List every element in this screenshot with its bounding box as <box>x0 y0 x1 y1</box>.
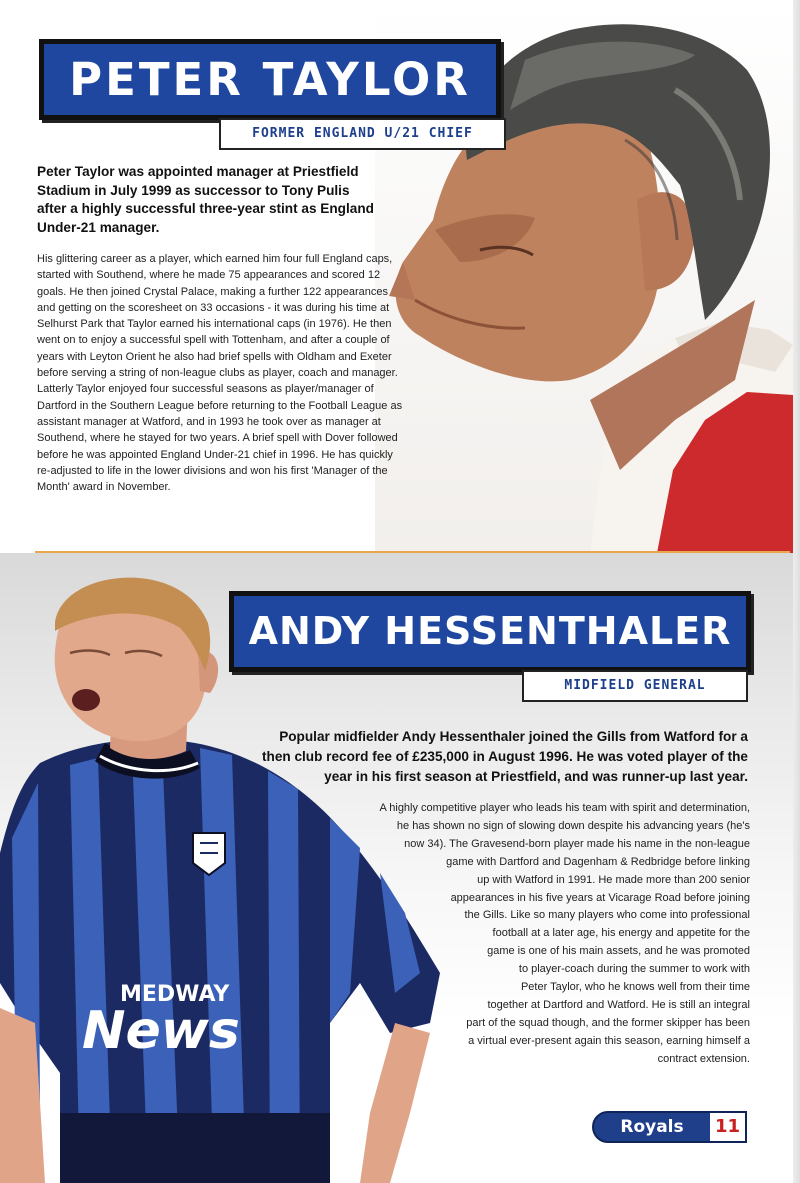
andy-hessenthaler-role-label <box>522 670 748 702</box>
andy-hessenthaler-intro: Popular midfielder Andy Hessenthaler joined the Gills from Watford for a then club record fee of £235,000 in August 1996. He was voted player of the year in his first season at Priestfield, and was runner-up last year. <box>261 729 748 784</box>
bio-line: game with Dartford and Dagenham & Redbridge before linking <box>446 855 750 868</box>
bio-line: up with Watford in 1991. He made more than 200 senior <box>477 873 750 886</box>
bio-line: appearances in his five years at Vicarage Road before joining <box>450 891 750 904</box>
bio-line: football at a later age, his energy and appetite for the <box>492 927 750 940</box>
andy-hessenthaler-bio <box>330 800 750 1069</box>
peter-taylor-role-label <box>219 118 506 150</box>
peter-taylor-bio <box>37 251 407 495</box>
bio-line: he has shown no sign of slowing down despite his advancing years (he's <box>396 819 750 832</box>
bio-line: the Gills. Like so many players who come into professional <box>464 909 750 922</box>
shirt-sponsor-top: MEDWAY <box>120 982 230 1007</box>
bio-line: game is one of his main assets, and he was promoted <box>487 945 750 958</box>
bio-line: a virtual ever-present again this season, earning himself a <box>468 1034 750 1047</box>
bio-line: A highly competitive player who leads his team with spirit and determination, <box>379 802 750 814</box>
peter-taylor-name-banner <box>39 39 501 120</box>
page-number: 11 <box>710 1111 747 1143</box>
bio-line: now 34). The Gravesend-born player made his name in the non-league <box>404 837 750 850</box>
bio-line: contract extension. <box>657 1052 750 1065</box>
andy-hessenthaler-role: MIDFIELD GENERAL <box>564 678 706 693</box>
peter-taylor-bio-text: His glittering career as a player, which earned him four full England caps, started with Southend, where he made 75 appearances and scored 12 goals. He then joined Crystal Palace, making a further 122 appearances and getting on the scoresheet on 33 occasions - it was during his time at Selhurst Park that Taylor earned his international caps (in 1976). He then went on to enjoy a successful spell with Tottenham, and after a couple of years with Leyton Orient he also had brief spells with Oldham and Exeter before serving a string of non-league clubs as player, coach and manager. Latterly Taylor enjoyed four successful seasons as player/manager of Dartford in the Southern League before returning to the Football League as assistant manager at Watford, and in 1993 he took over as manager at Southend, where he stayed for two years. A brief spell with Dover followed before he was appointed England Under-21 chief in 1996. He has quickly re-adjusted to life in the lower divisions and won his first 'Manager of the Month' award in November. <box>37 253 403 494</box>
page-footer-badge <box>592 1111 747 1143</box>
andy-hessenthaler-name: ANDY HESSENTHALER <box>248 609 732 653</box>
shirt-sponsor-main: News <box>82 1001 240 1061</box>
bio-line: together at Dartford and Watford. He is still an integral <box>487 998 750 1011</box>
bio-line: part of the squad though, and the former skipper has been <box>466 1016 750 1029</box>
bio-line: to player-coach during the summer to work with <box>518 963 750 976</box>
andy-hessenthaler-name-banner <box>229 591 751 672</box>
peter-taylor-name: PETER TAYLOR <box>69 53 471 106</box>
peter-taylor-intro: Peter Taylor was appointed manager at Priestfield Stadium in July 1999 as successor to Tony Pulis after a highly successful three-year stint as England Under-21 manager. <box>37 164 374 235</box>
bio-line: Peter Taylor, who he knows well from their time <box>520 981 750 994</box>
publication-name: Royals <box>592 1111 712 1143</box>
peter-taylor-role: FORMER ENGLAND U/21 CHIEF <box>252 126 473 141</box>
